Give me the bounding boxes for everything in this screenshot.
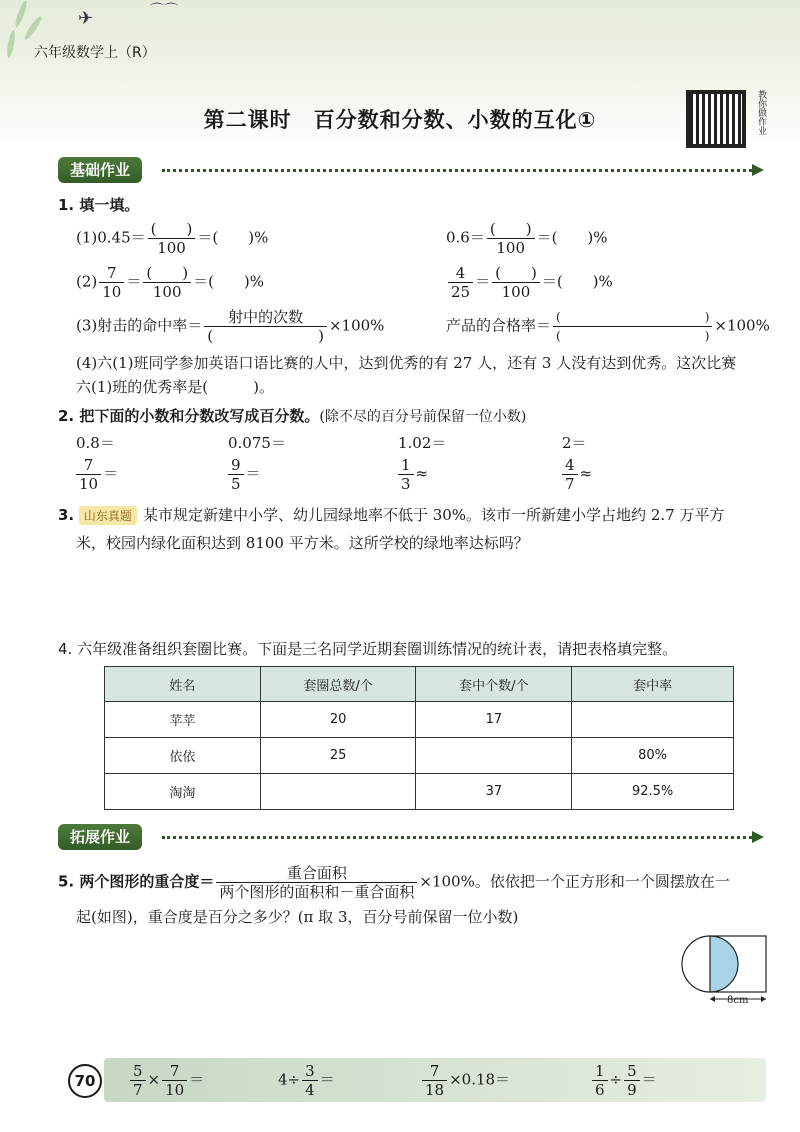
q5-line1: 5. 两个图形的重合度＝ $\frac{\text{重合面积}}{\text{两个图形的面积和－重合面积}}$ ×100%。依依把一个正方形和一个圆摆放在一	[58, 864, 730, 901]
table-cell: 80%	[572, 738, 734, 774]
overlap-figure	[680, 932, 772, 1008]
table-cell: 37	[416, 774, 572, 810]
overlap-area	[710, 936, 738, 992]
q2-decimal-1: 0.8＝	[76, 434, 115, 452]
q4-heading: 4. 六年级准备组织套圈比赛。下面是三名同学近期套圈训练情况的统计表，请把表格填完整。	[58, 640, 678, 658]
answer-cell[interactable]	[416, 738, 572, 774]
table-cell: 苹苹	[105, 702, 261, 738]
arrow-icon	[752, 831, 764, 843]
answer-cell[interactable]	[572, 702, 734, 738]
table-row	[105, 774, 734, 810]
table-row	[105, 702, 734, 738]
table-cell: 92.5%	[572, 774, 734, 810]
swallow-icon: ✈	[78, 8, 94, 29]
q2-fraction-4: $\frac{4}{7}$ ≈	[560, 456, 592, 493]
q1-item2a: (2) $\frac{7}{10}$ ＝ $\frac{( )}{100}$ ＝( )%	[76, 264, 265, 301]
table-cell: 25	[260, 738, 416, 774]
q2-decimal-3: 1.02＝	[398, 434, 447, 452]
table-cell: 淘淘	[105, 774, 261, 810]
qr-code[interactable]	[686, 90, 746, 148]
practice-expr-2: 4÷ $\frac{3}{4}$ ＝	[278, 1062, 335, 1099]
practice-expr-1: $\frac{5}{7}$ × $\frac{7}{10}$ ＝	[128, 1062, 204, 1099]
col-header: 套中率	[572, 667, 734, 702]
col-header: 套圈总数/个	[260, 667, 416, 702]
q1-item2b: $\frac{4}{25}$ ＝ $\frac{( )}{100}$ ＝( )%	[446, 264, 613, 301]
q1-item4-line1: (4)六(1)班同学参加英语口语比赛的人中，达到优秀的有 27 人，还有 3 人没有达到优秀。这次比赛	[76, 354, 737, 372]
grade-label: 六年级数学上（R）	[34, 45, 156, 61]
col-header: 姓名	[105, 667, 261, 702]
section-divider	[162, 836, 752, 839]
stats-table	[104, 666, 734, 810]
answer-cell[interactable]	[260, 774, 416, 810]
q1-item1b: 0.6＝ $\frac{( )}{100}$ ＝( )%	[446, 220, 608, 257]
q1-item1a: (1)0.45＝ $\frac{( )}{100}$ ＝( )%	[76, 220, 269, 257]
q2-fraction-2: $\frac{9}{5}$ ＝	[226, 456, 261, 493]
q2-heading: 2. 把下面的小数和分数改写成百分数。(除不尽的百分号前保留一位小数)	[58, 407, 527, 425]
q3-line2: 米，校园内绿化面积达到 8100 平方米。这所学校的绿地率达标吗？	[76, 534, 529, 552]
table-row	[105, 738, 734, 774]
dimension-arrow	[761, 996, 766, 1002]
q1-heading: 1. 填一填。	[58, 196, 140, 214]
q2-fraction-1: $\frac{7}{10}$ ＝	[74, 456, 118, 493]
col-header: 套中个数/个	[416, 667, 572, 702]
practice-expr-4: $\frac{1}{6}$ ÷ $\frac{5}{9}$ ＝	[590, 1062, 657, 1099]
section-extended: 拓展作业	[58, 824, 142, 850]
qr-label: 教你做作业	[756, 90, 766, 135]
lesson-title: 第二课时 百分数和分数、小数的互化①	[203, 108, 597, 132]
q5-line2: 起(如图)，重合度是百分之多少？(π 取 3，百分号前保留一位小数)	[76, 908, 519, 926]
table-cell: 17	[416, 702, 572, 738]
practice-expr-3: $\frac{7}{18}$ ×0.18＝	[420, 1062, 510, 1099]
q1-item3a: (3)射击的命中率＝ $\frac{\text{射中的次数}}{( )}$ ×100%	[76, 308, 385, 345]
table-cell: 依依	[105, 738, 261, 774]
section-divider	[162, 169, 752, 172]
section-basic: 基础作业	[58, 157, 142, 183]
table-header-row	[105, 667, 734, 702]
arrow-icon	[752, 164, 764, 176]
dimension-label: 8cm	[727, 995, 749, 1006]
table-cell: 20	[260, 702, 416, 738]
q3-line1: 3. 山东真题 某市规定新建中小学、幼儿园绿地率不低于 30%。该市一所新建小学占地约 2.7 万平方	[58, 506, 725, 524]
q2-decimal-2: 0.075＝	[228, 434, 286, 452]
page-number: 70	[68, 1064, 102, 1098]
dimension-arrow	[710, 996, 715, 1002]
q1-item4-line2: 六(1)班的优秀率是( )。	[76, 378, 274, 396]
q2-fraction-3: $\frac{1}{3}$ ≈	[396, 456, 428, 493]
source-badge: 山东真题	[79, 506, 137, 525]
bird-icon: ⌒⌒	[150, 3, 178, 19]
q1-item3b: 产品的合格率＝ $\frac{( )}{( )}$ ×100%	[446, 310, 770, 343]
q2-decimal-4: 2＝	[562, 434, 587, 452]
